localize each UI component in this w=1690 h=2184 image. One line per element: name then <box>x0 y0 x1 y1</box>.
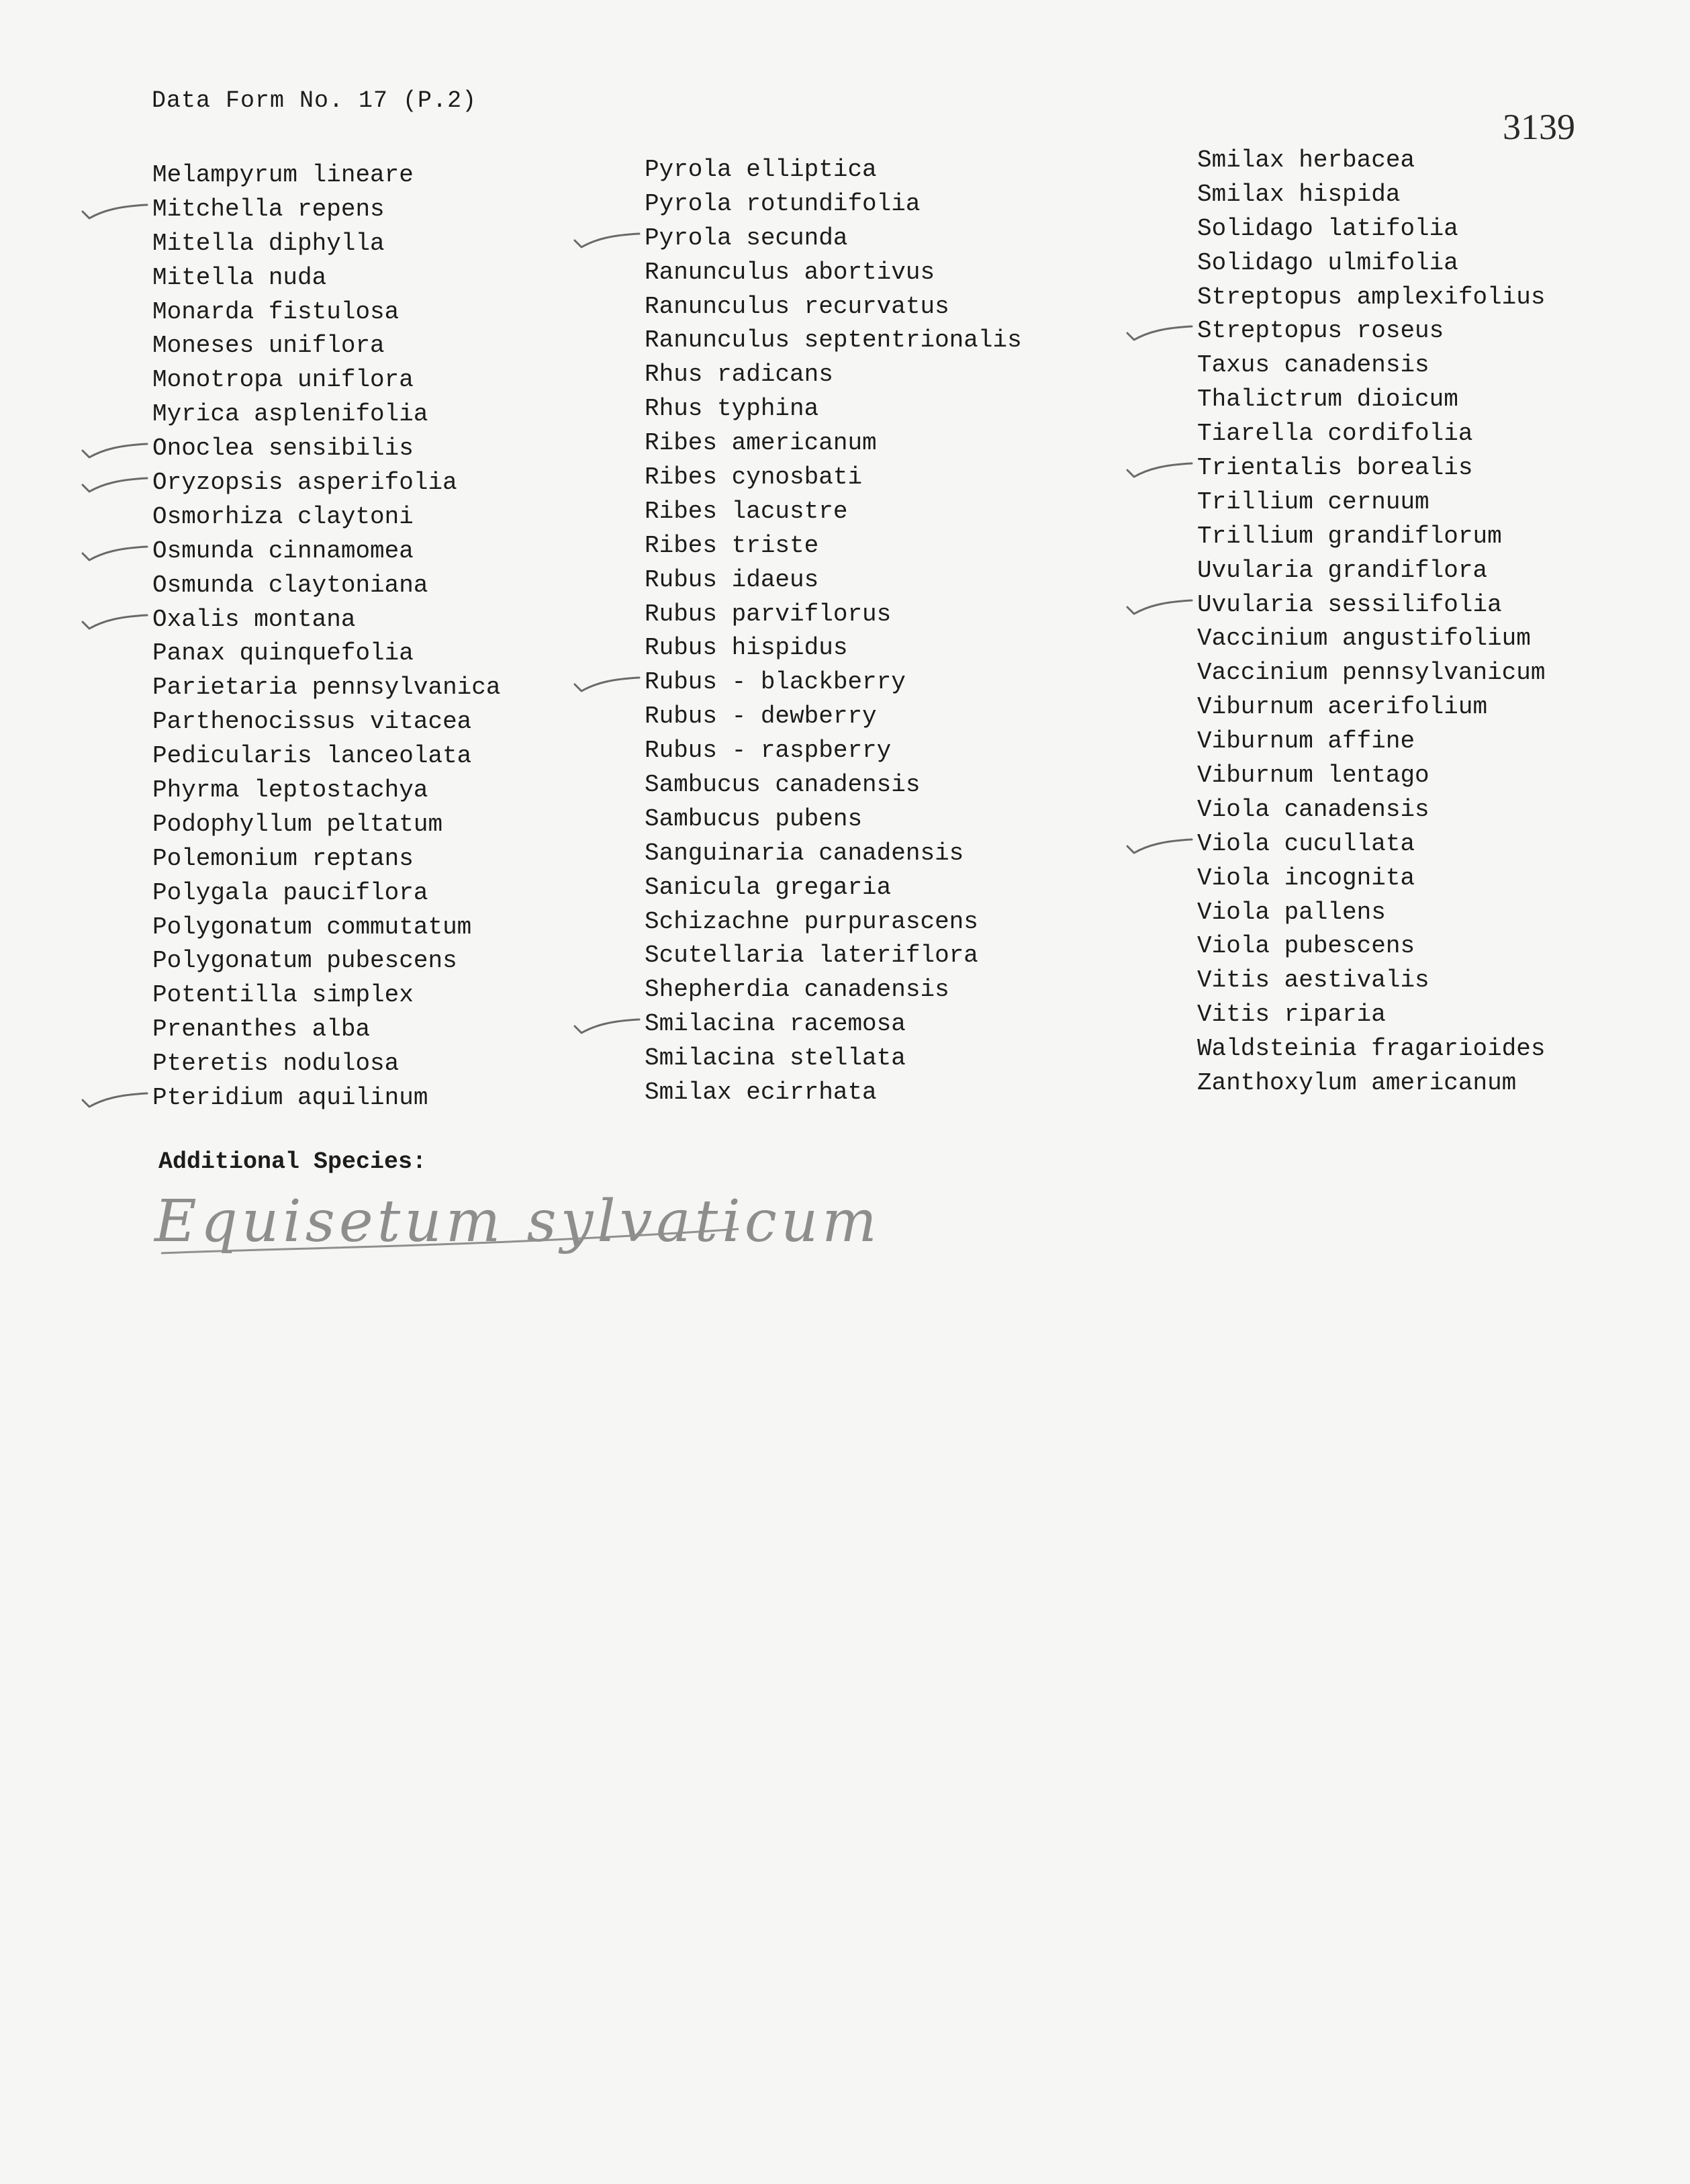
species-name: Tiarella cordifolia <box>1197 420 1473 448</box>
species-name: Shepherdia canadensis <box>645 976 949 1004</box>
species-name: Polygonatum commutatum <box>152 913 472 941</box>
species-name: Uvularia grandiflora <box>1197 556 1488 584</box>
species-list-item <box>1197 281 1545 315</box>
species-name: Prenanthes alba <box>152 1015 371 1044</box>
species-name: Vitis riparia <box>1197 1001 1386 1029</box>
species-list-item <box>1197 212 1545 246</box>
checkmark-icon <box>80 539 140 563</box>
species-list-item <box>1197 1066 1545 1101</box>
species-list-item <box>1197 690 1545 725</box>
species-name: Rubus - blackberry <box>645 668 906 696</box>
species-list-item <box>152 842 500 876</box>
species-name: Vitis aestivalis <box>1197 966 1429 995</box>
species-list-item <box>645 837 1022 871</box>
species-name: Sanguinaria canadensis <box>645 839 964 867</box>
species-list-item <box>152 876 500 911</box>
form-title: Data Form No. 17 (P.2) <box>152 87 477 114</box>
species-list-item <box>152 979 500 1013</box>
species-list-item <box>152 158 500 193</box>
species-list-item <box>152 500 500 535</box>
species-list-item <box>645 563 1022 598</box>
species-list-item <box>152 739 500 774</box>
checkmark-icon <box>80 197 140 221</box>
species-list-item <box>1197 383 1545 417</box>
species-list-item <box>1197 349 1545 383</box>
species-list-item <box>152 535 500 569</box>
species-list-item <box>645 598 1022 632</box>
species-name: Uvularia sessilifolia <box>1197 590 1502 619</box>
species-name: Viburnum lentago <box>1197 762 1429 790</box>
species-name: Zanthoxylum americanum <box>1197 1069 1517 1097</box>
species-list-item <box>152 1047 500 1081</box>
species-list-item <box>1197 793 1545 827</box>
species-list-item <box>645 803 1022 837</box>
checkmark-icon <box>80 607 140 631</box>
species-name: Sanicula gregaria <box>645 873 892 901</box>
species-list-item <box>645 768 1022 803</box>
species-list-item <box>645 666 1022 700</box>
species-list-item <box>152 193 500 227</box>
species-name: Scutellaria lateriflora <box>645 942 978 970</box>
species-name: Ribes lacustre <box>645 497 848 525</box>
species-name: Solidago ulmifolia <box>1197 248 1458 277</box>
species-name: Phyrma leptostachya <box>152 776 428 805</box>
handwritten-text: Equisetum sylvaticum <box>154 1188 881 1255</box>
handwritten-note <box>154 1167 881 1275</box>
species-list-item <box>1197 588 1545 623</box>
species-name: Vaccinium angustifolium <box>1197 625 1531 653</box>
species-list-item <box>1197 554 1545 588</box>
species-list-item <box>152 569 500 603</box>
species-list-item <box>645 905 1022 940</box>
species-list-item <box>152 774 500 808</box>
checkmark-icon <box>80 470 140 494</box>
species-name: Rubus parviflorus <box>645 600 892 628</box>
species-name: Mitella diphylla <box>152 229 385 257</box>
species-name: Smilax ecirrhata <box>645 1079 877 1107</box>
species-name: Viola incognita <box>1197 864 1415 892</box>
species-list-item <box>1197 486 1545 520</box>
species-list-item <box>152 911 500 945</box>
species-name: Rubus idaeus <box>645 565 819 594</box>
species-name: Sambucus canadensis <box>645 771 921 799</box>
species-name: Trillium grandiflorum <box>1197 522 1502 550</box>
species-list-item <box>645 631 1022 666</box>
species-list-item <box>645 153 1022 187</box>
species-list-item <box>645 495 1022 529</box>
species-name: Sambucus pubens <box>645 805 863 833</box>
species-list-item <box>645 222 1022 256</box>
species-name: Taxus canadensis <box>1197 351 1429 379</box>
species-name: Panax quinquefolia <box>152 639 414 668</box>
species-list-item <box>152 432 500 466</box>
species-list-item <box>152 637 500 671</box>
species-list-item <box>1197 759 1545 793</box>
species-name: Polygonatum pubescens <box>152 947 457 975</box>
species-name: Moneses uniflora <box>152 332 385 360</box>
species-name: Pyrola secunda <box>645 224 848 252</box>
species-name: Oxalis montana <box>152 605 356 633</box>
species-name: Mitella nuda <box>152 263 327 291</box>
species-name: Pteridium aquilinum <box>152 1084 428 1112</box>
checkmark-icon <box>572 226 632 250</box>
species-list-item <box>1197 827 1545 862</box>
species-name: Parthenocissus vitacea <box>152 708 472 736</box>
species-name: Viburnum acerifolium <box>1197 693 1488 721</box>
checkmark-icon <box>1125 831 1185 856</box>
species-list-item <box>1197 144 1545 178</box>
checkmark-icon <box>1125 318 1185 343</box>
species-name: Schizachne purpurascens <box>645 907 978 936</box>
species-list-item <box>645 939 1022 973</box>
species-name: Vaccinium pennsylvanicum <box>1197 659 1546 687</box>
species-list-item <box>152 398 500 432</box>
species-name: Monotropa uniflora <box>152 366 414 394</box>
species-list-item <box>645 700 1022 734</box>
species-name: Thalictrum dioicum <box>1197 385 1458 414</box>
species-name: Streptopus amplexifolius <box>1197 283 1546 311</box>
species-name: Ribes americanum <box>645 429 877 457</box>
species-list-item <box>152 466 500 500</box>
document-number: 3139 <box>1503 107 1575 147</box>
species-list-item <box>152 705 500 739</box>
species-list-item <box>645 358 1022 392</box>
species-list-item <box>645 1076 1022 1110</box>
species-name: Monarda fistulosa <box>152 298 400 326</box>
species-list-item <box>645 871 1022 905</box>
species-list-item <box>645 426 1022 461</box>
species-name: Rubus hispidus <box>645 634 848 662</box>
species-name: Ranunculus abortivus <box>645 258 935 286</box>
species-name: Ribes triste <box>645 531 819 559</box>
species-list-item <box>152 808 500 842</box>
species-list-item <box>152 1013 500 1047</box>
species-name: Smilax hispida <box>1197 180 1401 208</box>
checkmark-icon <box>1125 592 1185 617</box>
species-list-item <box>1197 520 1545 554</box>
species-name: Parietaria pennsylvanica <box>152 674 501 702</box>
species-list-item <box>645 256 1022 290</box>
species-list-item <box>645 392 1022 426</box>
species-list-item <box>645 1042 1022 1076</box>
checkmark-icon <box>80 436 140 460</box>
species-name: Pyrola elliptica <box>645 156 877 183</box>
species-list-item <box>152 363 500 398</box>
species-list-item <box>645 187 1022 222</box>
additional-species-label: Additional Species: <box>158 1148 427 1175</box>
species-list-item <box>152 1081 500 1116</box>
species-list-item <box>1197 246 1545 281</box>
species-list-item <box>1197 656 1545 690</box>
species-name: Polygala pauciflora <box>152 878 428 907</box>
species-name: Pyrola rotundifolia <box>645 189 921 218</box>
species-name: Rubus - dewberry <box>645 702 877 731</box>
checkmark-icon <box>1125 455 1185 480</box>
species-column-1 <box>152 158 500 1116</box>
species-list-item <box>645 734 1022 768</box>
species-list-item <box>152 295 500 330</box>
species-name: Viola cucullata <box>1197 829 1415 858</box>
species-name: Trillium cernuum <box>1197 488 1429 516</box>
species-name: Potentilla simplex <box>152 981 414 1009</box>
species-list-item <box>1197 1032 1545 1066</box>
species-list-item <box>645 461 1022 495</box>
species-name: Streptopus roseus <box>1197 317 1444 345</box>
species-list-item <box>645 324 1022 358</box>
species-name: Polemonium reptans <box>152 844 414 872</box>
species-list-item <box>1197 178 1545 212</box>
checkmark-icon <box>572 1011 632 1036</box>
species-name: Viola pubescens <box>1197 932 1415 960</box>
species-name: Pteretis nodulosa <box>152 1050 400 1078</box>
species-name: Ranunculus septentrionalis <box>645 326 1022 355</box>
species-list-item <box>1197 314 1545 349</box>
species-list-item <box>1197 929 1545 964</box>
species-list-item <box>152 329 500 363</box>
species-column-2 <box>645 153 1022 1110</box>
species-name: Oryzopsis asperifolia <box>152 469 457 497</box>
species-name: Solidago latifolia <box>1197 214 1458 242</box>
species-list-item <box>1197 998 1545 1032</box>
species-list-item <box>645 529 1022 563</box>
species-column-3 <box>1197 144 1545 1101</box>
species-list-item <box>1197 862 1545 896</box>
species-name: Smilacina stellata <box>645 1044 906 1073</box>
species-name: Osmunda cinnamomea <box>152 537 414 565</box>
species-name: Trientalis borealis <box>1197 454 1473 482</box>
species-name: Ranunculus recurvatus <box>645 292 949 320</box>
species-list-item <box>1197 451 1545 486</box>
species-name: Smilacina racemosa <box>645 1010 906 1038</box>
species-name: Rhus radicans <box>645 361 833 389</box>
species-name: Onoclea sensibilis <box>152 435 414 463</box>
species-name: Viola canadensis <box>1197 795 1429 823</box>
species-list-item <box>152 944 500 979</box>
species-name: Pedicularis lanceolata <box>152 742 472 770</box>
species-name: Podophyllum peltatum <box>152 810 443 838</box>
species-name: Waldsteinia fragarioides <box>1197 1035 1546 1063</box>
species-list-item <box>1197 725 1545 759</box>
species-list-item <box>645 290 1022 324</box>
species-list-item <box>1197 896 1545 930</box>
species-name: Osmunda claytoniana <box>152 571 428 599</box>
species-name: Viburnum affine <box>1197 727 1415 756</box>
species-name: Mitchella repens <box>152 195 385 223</box>
species-list-item <box>645 973 1022 1007</box>
species-list-item <box>152 227 500 261</box>
species-list-item <box>645 1007 1022 1042</box>
species-list-item <box>152 671 500 705</box>
species-list-item <box>152 261 500 295</box>
species-list-item <box>1197 622 1545 656</box>
species-name: Viola pallens <box>1197 898 1386 926</box>
species-name: Osmorhiza claytoni <box>152 502 414 531</box>
species-list-item <box>1197 417 1545 451</box>
checkmark-icon <box>80 1085 140 1109</box>
species-list-item <box>152 603 500 637</box>
checkmark-icon <box>572 670 632 694</box>
species-name: Smilax herbacea <box>1197 146 1415 174</box>
species-name: Ribes cynosbati <box>645 463 863 492</box>
species-name: Myrica asplenifolia <box>152 400 428 428</box>
species-name: Rubus - raspberry <box>645 737 892 765</box>
species-name: Melampyrum lineare <box>152 161 414 189</box>
species-name: Rhus typhina <box>645 395 819 423</box>
species-list-item <box>1197 964 1545 998</box>
